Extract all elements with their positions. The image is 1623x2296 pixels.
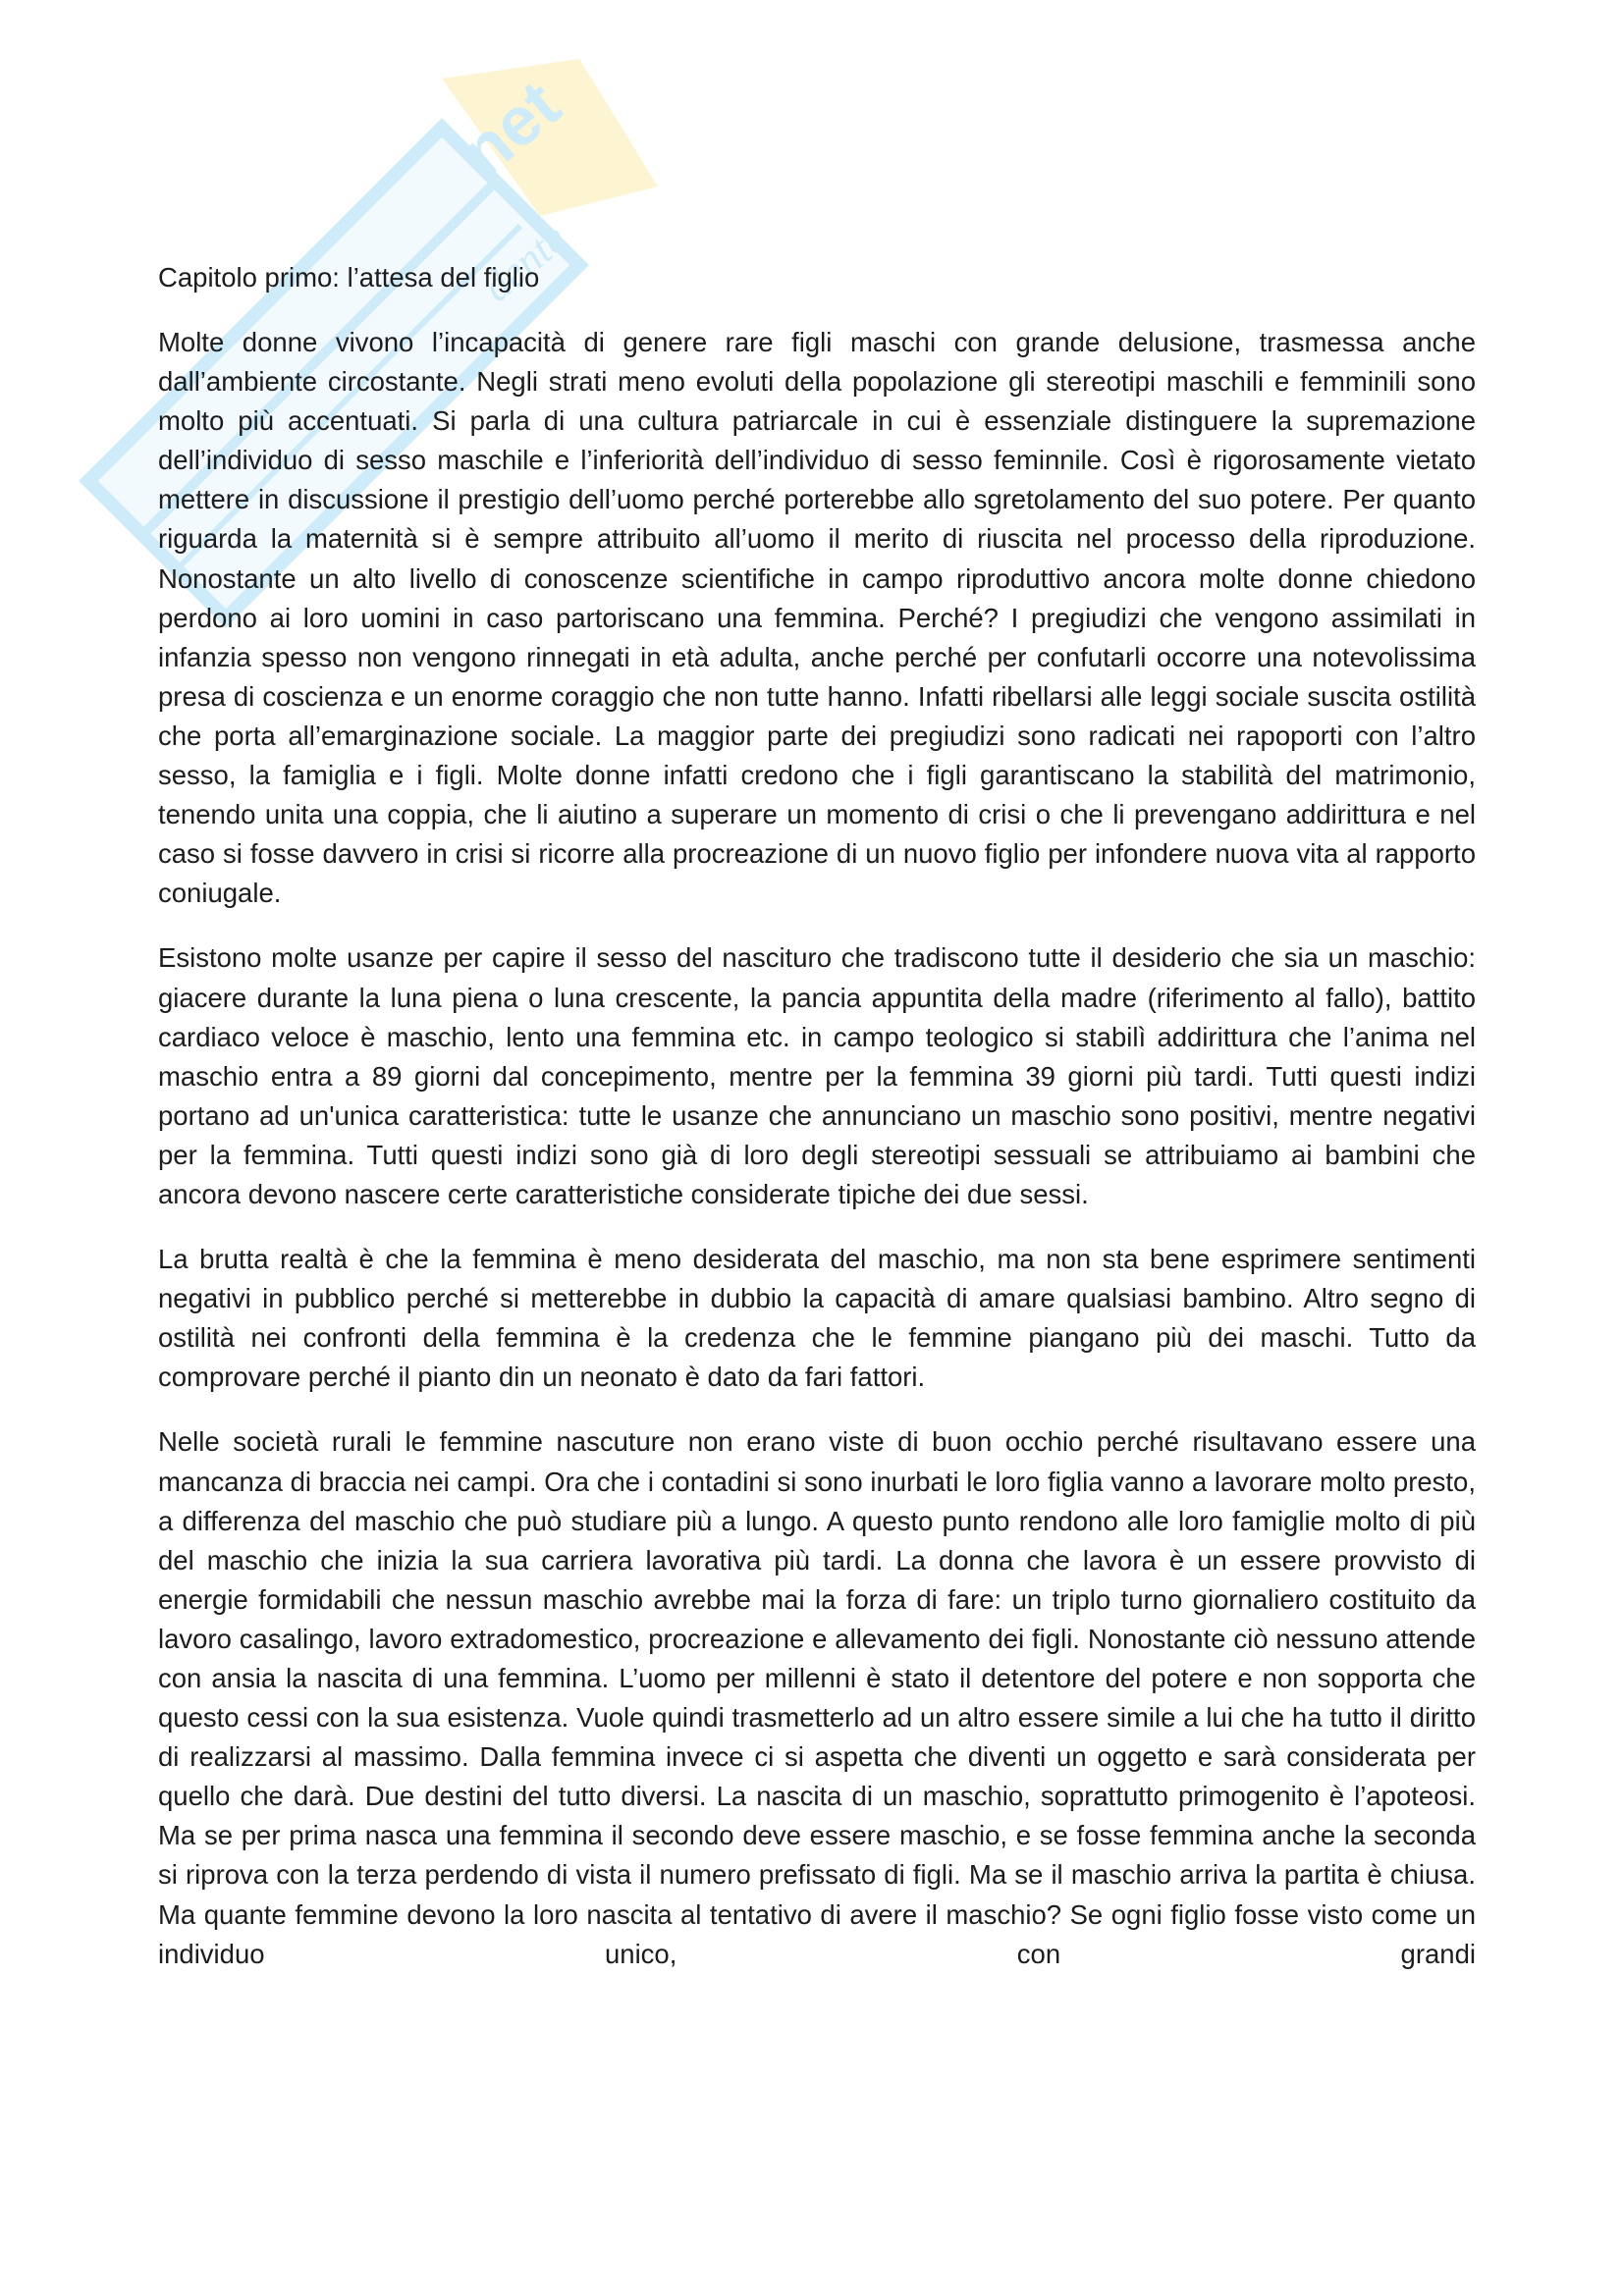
document-page [158, 258, 1476, 1974]
paragraph: Molte donne vivono l’incapacità di genere rare figli maschi con grande delusione, trasmessa anche dall’ambiente circostante. Negli strati meno evoluti della popolazione gli stereotipi maschili e femminili sono molto più accentuati. Si parla di una cultura patriarcale in cui è essenziale distinguere la supremazione dell’individuo di sesso maschile e l’inferiorità dell’individuo di sesso feminnile. Così è rigorosamente vietato mettere in discussione il prestigio dell’uomo perché porterebbe allo sgretolamento del suo potere. Per quanto riguarda la maternità si è sempre attribuito all’uomo il merito di riuscita nel processo della riproduzione. Nonostante un alto livello di conoscenze scientifiche in campo riproduttivo ancora molte donne chiedono perdono ai loro uomini in caso partoriscano una femmina. Perché? I pregiudizi che vengono assimilati in infanzia spesso non vengono rinnegati in età adulta, anche perché per confutarli occorre una notevolissima presa di coscienza e un enorme coraggio che non tutte hanno. Infatti ribellarsi alle leggi sociale suscita ostilità che porta all’emarginazione sociale. La maggior parte dei pregiudizi sono radicati nei rapoporti con l’altro sesso, la famiglia e i figli. Molte donne infatti credono che i figli garantiscano la stabilità del matrimonio, tenendo unita una coppia, che li aiutino a superare un momento di crisi o che li prevengano addirittura e nel caso si fosse davvero in crisi si ricorre alla procreazione di un nuovo figlio per infondere nuova vita al rapporto coniugale. [158, 327, 1476, 909]
paragraph: La brutta realtà è che la femmina è meno desiderata del maschio, ma non sta bene esprimere sentimenti negativi in pubblico perché si metterebbe in dubbio la capacità di amare qualsiasi bambino. Altro segno di ostilità nei confronti della femmina è la credenza che le femmine piangano più dei maschi. Tutto da comprovare perché il pianto din un neonato è dato da fari fattori. [158, 1244, 1476, 1393]
chapter-title: Capitolo primo: l’attesa del figlio [158, 262, 540, 293]
svg-text:dente: dente [472, 214, 576, 311]
svg-text:net: net [446, 66, 574, 191]
paragraph: Esistono molte usanze per capire il sesso del nascituro che tradiscono tutte il desiderio che sia un maschio: giacere durante la luna piena o luna crescente, la pancia appuntita della madre (riferimento al fallo), battito cardiaco veloce è maschio, lento una femmina etc. in campo teologico si stabilì addirittura che l’anima nel maschio entra a 89 giorni dal concepimento, mentre per la femmina 39 giorni più tardi. Tutti questi indizi portano ad un'unica caratteristica: tutte le usanze che annunciano un maschio sono positivi, mentre negativi per la femmina. Tutti questi indizi sono già di loro degli stereotipi sessuali se attribuiamo ai bambini che ancora devono nascere certe caratteristiche considerate tipiche dei due sessi. [158, 942, 1476, 1209]
paragraph: Nelle società rurali le femmine nascuture non erano viste di buon occhio perché risultavano essere una mancanza di braccia nei campi. Ora che i contadini si sono inurbati le loro figlia vanno a lavorare molto presto, a differenza del maschio che può studiare più a lungo. A questo punto rendono alle loro famiglie molto di più del maschio che inizia la sua carriera lavorativa più tardi. La donna che lavora è un essere provvisto di energie formidabili che nessun maschio avrebbe mai la forza di fare: un triplo turno giornaliero costituito da lavoro casalingo, lavoro extradomestico, procreazione e allevamento dei figli. Nonostante ciò nessuno attende con ansia la nascita di una femmina. L’uomo per millenni è stato il detentore del potere e non sopporta che questo cessi con la sua esistenza. Vuole quindi trasmetterlo ad un altro essere simile a lui che ha tutto il diritto di realizzarsi al massimo. Dalla femmina invece ci si aspetta che diventi un oggetto e sarà considerata per quello che darà. Due destini del tutto diversi. La nascita di un maschio, soprattutto primogenito è l’apoteosi. Ma se per prima nasca una femmina il secondo deve essere maschio, e se fosse femmina anche la seconda si riprova con la terza perdendo di vista il numero prefissato di figli. Ma se il maschio arriva la partita è chiusa. Ma quante femmine devono la loro nascita al tentativo di avere il maschio? Se ogni figlio fosse visto come un individuo unico, con grandi [158, 1426, 1476, 1969]
